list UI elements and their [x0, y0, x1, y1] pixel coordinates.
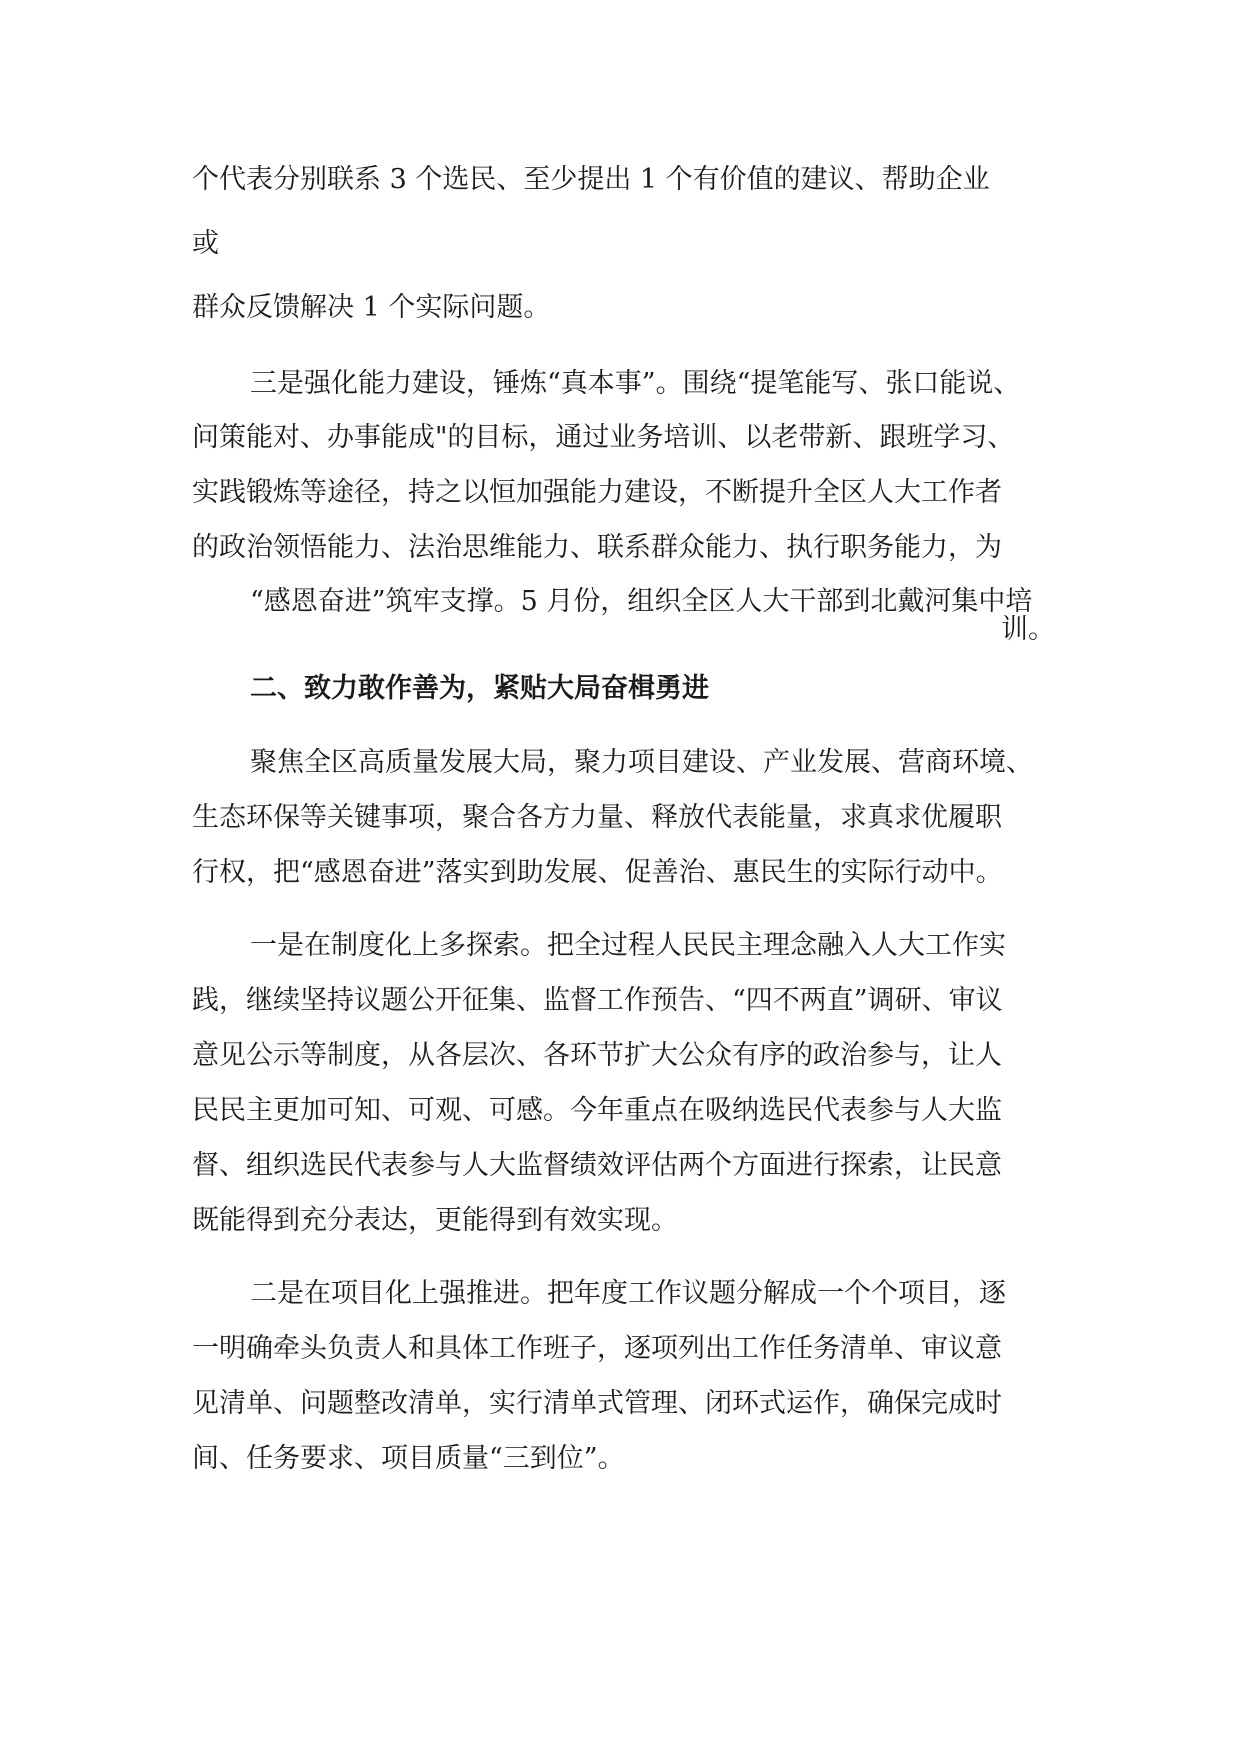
paragraph-capacity-line-1: 三是强化能力建设，锤炼“真本事”。围绕“提笔能写、张口能说、 [250, 368, 1021, 399]
paragraph-capacity-line-2: 问策能对、办事能成"的目标，通过业务培训、以老带新、跟班学习、 [192, 422, 1015, 453]
paragraph-capacity-line-3: 实践锻炼等途径，持之以恒加强能力建设，不断提升全区人大工作者 [192, 477, 1002, 508]
paragraph-institution-line-3: 意见公示等制度，从各层次、各环节扩大公众有序的政治参与，让人 [192, 1040, 1002, 1071]
paragraph-institution-line-5: 督、组织选民代表参与人大监督绩效评估两个方面进行探索，让民意 [192, 1150, 1002, 1181]
text-line-1: 个代表分别联系 3 个选民、至少提出 1 个有价值的建议、帮助企业 [192, 164, 990, 195]
paragraph-project-line-3: 见清单、问题整改清单，实行清单式管理、闭环式运作，确保完成时 [192, 1388, 1002, 1419]
text-line-2: 或 [192, 228, 219, 259]
paragraph-focus-line-1: 聚焦全区高质量发展大局，聚力项目建设、产业发展、营商环境、 [250, 747, 1033, 778]
paragraph-focus-line-3: 行权，把“感恩奋进”落实到助发展、促善治、惠民生的实际行动中。 [192, 857, 1003, 888]
paragraph-capacity-line-4: 的政治领悟能力、法治思维能力、联系群众能力、执行职务能力，为 [192, 532, 1002, 563]
paragraph-project-line-4: 间、任务要求、项目质量“三到位”。 [192, 1443, 625, 1474]
paragraph-capacity-line-6: 训。 [1001, 614, 1055, 645]
paragraph-institution-line-1: 一是在制度化上多探索。把全过程人民民主理念融入人大工作实 [250, 930, 1006, 961]
paragraph-institution-line-2: 践，继续坚持议题公开征集、监督工作预告、“四不两直”调研、审议 [192, 985, 1003, 1016]
paragraph-project-line-2: 一明确牵头负责人和具体工作班子，逐项列出工作任务清单、审议意 [192, 1333, 1002, 1364]
paragraph-institution-line-4: 民民主更加可知、可观、可感。今年重点在吸纳选民代表参与人大监 [192, 1095, 1002, 1126]
section-heading: 二、致力敢作善为，紧贴大局奋楫勇进 [250, 673, 709, 704]
paragraph-capacity-line-5: “感恩奋进”筑牢支撑。5 月份，组织全区人大干部到北戴河集中培 [250, 586, 1033, 617]
paragraph-project-line-1: 二是在项目化上强推进。把年度工作议题分解成一个个项目，逐 [250, 1278, 1006, 1309]
text-line-3: 群众反馈解决 1 个实际问题。 [192, 292, 551, 323]
paragraph-focus-line-2: 生态环保等关键事项，聚合各方力量、释放代表能量，求真求优履职 [192, 802, 1002, 833]
paragraph-institution-line-6: 既能得到充分表达，更能得到有效实现。 [192, 1205, 678, 1236]
